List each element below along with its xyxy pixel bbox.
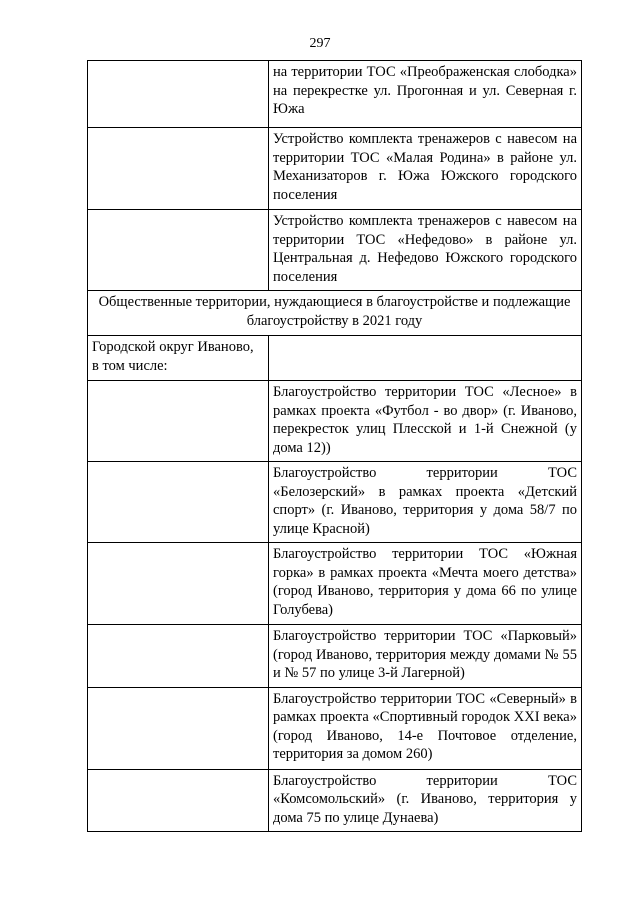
row-left-cell xyxy=(88,128,269,210)
table-row xyxy=(88,687,582,769)
row-right-cell: Благоустройство территории ТОС «Северный» в рамках проекта «Спортивный городок XXI века» (город Иваново, 14-е Почтовое отделение, территория за домом 260) xyxy=(269,687,582,769)
table-row xyxy=(88,336,582,381)
row-left-cell xyxy=(88,543,269,625)
row-left-cell xyxy=(88,210,269,291)
table-row xyxy=(88,210,582,291)
row-left-cell xyxy=(88,462,269,543)
row-left-cell xyxy=(88,625,269,688)
table-row xyxy=(88,61,582,128)
table-row xyxy=(88,381,582,462)
section-heading: Общественные территории, нуждающиеся в благоустройстве и подлежащие благоустройству в 2021 году xyxy=(88,291,582,336)
table-row xyxy=(88,128,582,210)
page-number: 297 xyxy=(309,36,331,51)
row-right-cell: Устройство комплекта тренажеров с навесом на территории ТОС «Нефедово» в районе ул. Центральная д. Нефедово Южского городского поселения xyxy=(269,210,582,291)
row-right-cell xyxy=(269,336,582,381)
row-left-cell: Городской округ Иваново, в том числе: xyxy=(88,336,269,381)
territories-table xyxy=(87,60,582,832)
table-row xyxy=(88,462,582,543)
table-row xyxy=(88,625,582,688)
row-left-cell xyxy=(88,769,269,832)
row-right-cell: на территории ТОС «Преображенская слободка» на перекрестке ул. Прогонная и ул. Северная г. Южа xyxy=(269,61,582,128)
row-right-cell: Устройство комплекта тренажеров с навесом на территории ТОС «Малая Родина» в районе ул. Механизаторов г. Южа Южского городского поселения xyxy=(269,128,582,210)
table-row xyxy=(88,769,582,832)
table-row xyxy=(88,543,582,625)
section-heading-row xyxy=(88,291,582,336)
row-right-cell: Благоустройство территории ТОС «Комсомольский» (г. Иваново, территория у дома 75 по улице Дунаева) xyxy=(269,769,582,832)
row-left-cell xyxy=(88,687,269,769)
row-right-cell: Благоустройство территории ТОС «Парковый» (город Иваново, территория между домами № 55 и № 57 по улице 3-й Лагерной) xyxy=(269,625,582,688)
row-right-cell: Благоустройство территории ТОС «Южная горка» в рамках проекта «Мечта моего детства» (город Иваново, территория у дома 66 по улице Голубева) xyxy=(269,543,582,625)
row-right-cell: Благоустройство территории ТОС «Белозерский» в рамках проекта «Детский спорт» (г. Иваново, территория у дома 58/7 по улице Красной) xyxy=(269,462,582,543)
row-left-cell xyxy=(88,61,269,128)
row-left-cell xyxy=(88,381,269,462)
row-right-cell: Благоустройство территории ТОС «Лесное» в рамках проекта «Футбол - во двор» (г. Иваново, перекресток улиц Плесской и 1-й Снежной (у дома 12)) xyxy=(269,381,582,462)
